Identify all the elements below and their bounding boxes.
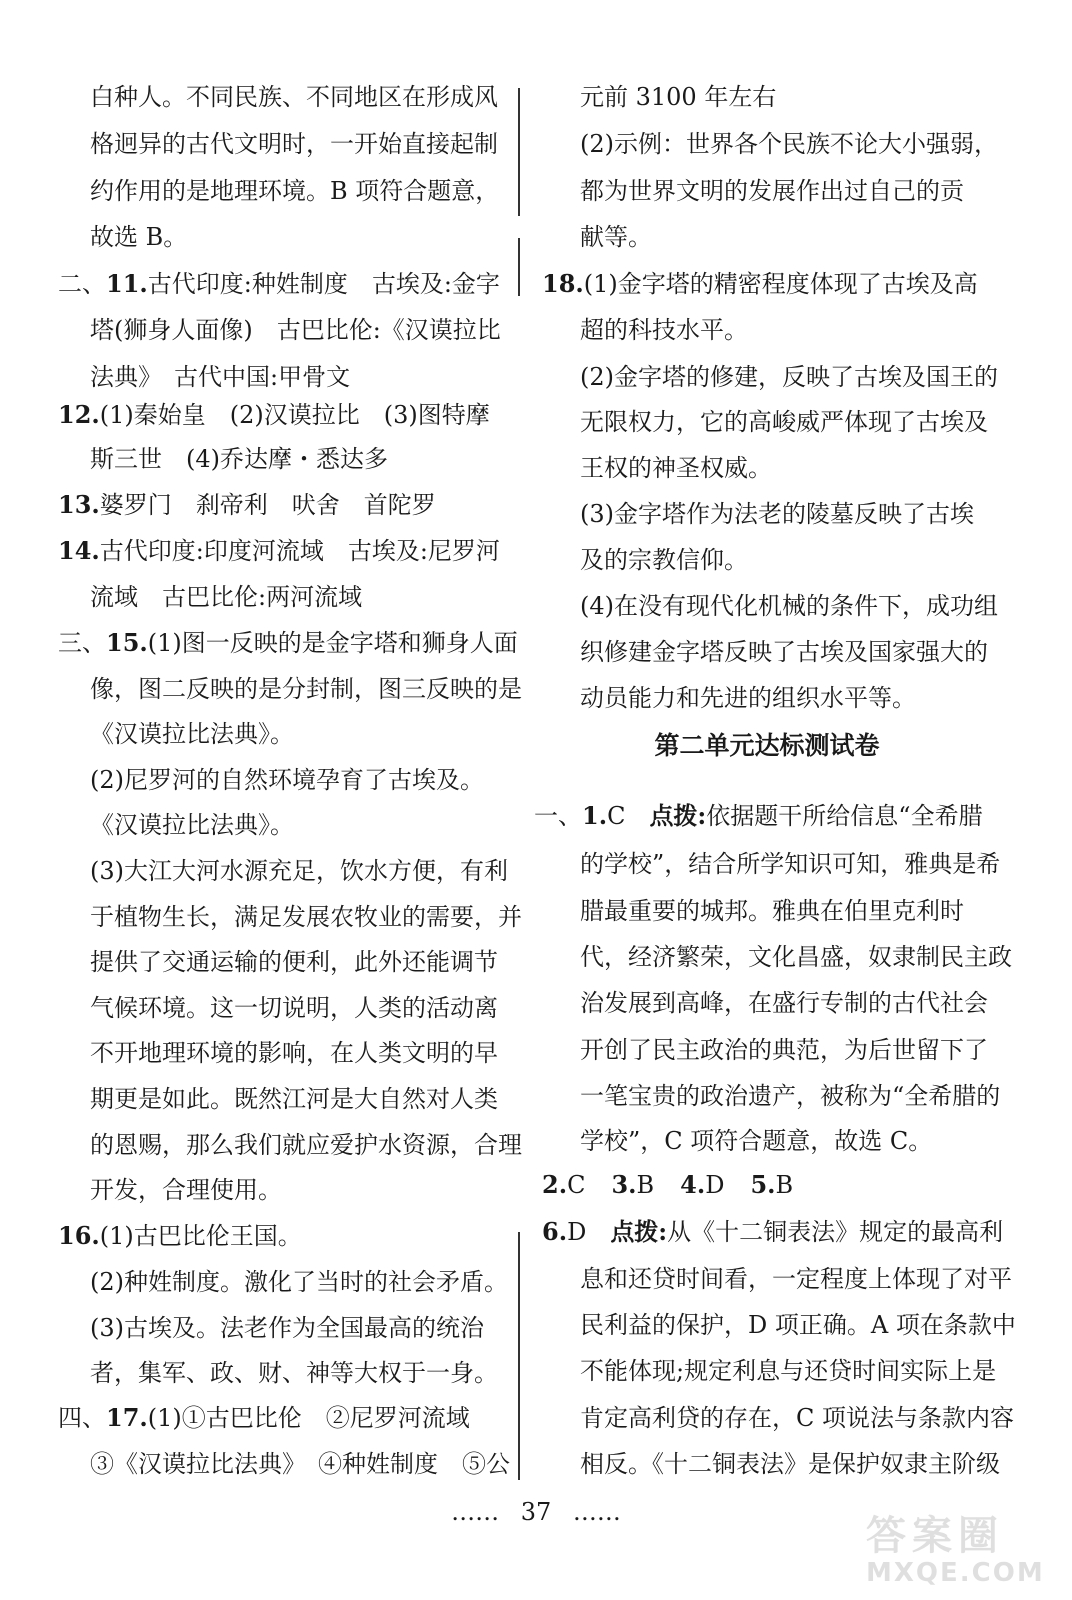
text-line bbox=[90, 854, 508, 888]
line-text: 像，图二反映的是分封制，图三反映的是 bbox=[90, 675, 522, 703]
watermark-logo bbox=[866, 1514, 1068, 1596]
line-text: 古代印度:种姓制度 古埃及:金字 bbox=[147, 270, 500, 298]
line-text: (3)大江大河水源充足，饮水方便，有利 bbox=[90, 857, 508, 885]
text-line bbox=[90, 1128, 522, 1162]
text-line bbox=[90, 991, 498, 1025]
line-text: 肯定高利贷的存在，C 项说法与条款内容 bbox=[580, 1404, 1014, 1432]
text-line bbox=[580, 451, 772, 485]
page-number: 37 bbox=[520, 1498, 552, 1526]
text-line bbox=[58, 626, 518, 660]
question-number: 2. bbox=[542, 1170, 568, 1199]
text-line bbox=[580, 1308, 1016, 1342]
question-number: 17. bbox=[106, 1403, 148, 1432]
text-line bbox=[58, 534, 500, 568]
answer-letter: B bbox=[775, 1171, 794, 1199]
text-line bbox=[580, 1447, 1000, 1481]
line-text: 依据题干所给信息“全希腊 bbox=[706, 802, 983, 830]
text-line bbox=[90, 1265, 508, 1299]
line-text: 格迥异的古代文明时，一开始直接起制 bbox=[90, 130, 498, 158]
text-line bbox=[90, 1173, 282, 1207]
question-number: 14. bbox=[58, 536, 100, 565]
text-line bbox=[542, 267, 978, 301]
text-line bbox=[58, 1219, 302, 1253]
line-text: 提供了交通运输的便利，此外还能调节 bbox=[90, 948, 498, 976]
line-text: 流域 古巴比伦:两河流域 bbox=[90, 583, 363, 611]
text-line bbox=[580, 1124, 932, 1158]
line-text: 气候环境。这一切说明，人类的活动离 bbox=[90, 994, 498, 1022]
section-prefix: 二、 bbox=[58, 270, 106, 298]
question-number: 13. bbox=[58, 490, 100, 519]
text-line bbox=[90, 1356, 498, 1390]
line-text: 期更是如此。既然江河是大自然对人类 bbox=[90, 1085, 498, 1113]
line-text: (1)古巴比伦王国。 bbox=[99, 1222, 302, 1250]
text-line bbox=[90, 313, 501, 347]
text-line bbox=[90, 900, 522, 934]
line-text: 元前 3100 年左右 bbox=[580, 83, 777, 111]
dots-right: …… bbox=[572, 1498, 621, 1526]
line-text: 都为世界文明的发展作出过自己的贡 bbox=[580, 177, 964, 205]
section-prefix: 四、 bbox=[58, 1404, 106, 1432]
line-text: ③《汉谟拉比法典》 ④种姓制度 ⑤公 bbox=[90, 1450, 510, 1478]
text-line bbox=[58, 398, 490, 432]
text-line bbox=[90, 360, 350, 394]
line-text: 织修建金字塔反映了古埃及国家强大的 bbox=[580, 638, 988, 666]
line-text: 古代印度:印度河流域 古埃及:尼罗河 bbox=[99, 537, 500, 565]
question-number: 15. bbox=[106, 628, 148, 657]
text-line bbox=[580, 635, 988, 669]
line-text: 王权的神圣权威。 bbox=[580, 454, 772, 482]
text-line bbox=[90, 763, 484, 797]
column-divider-bottom bbox=[518, 1232, 520, 1480]
answer-letter: D bbox=[705, 1171, 725, 1199]
line-text: 民利益的保护，D 项正确。A 项在条款中 bbox=[580, 1311, 1016, 1339]
line-text: 无限权力，它的高峻威严体现了古埃及 bbox=[580, 408, 988, 436]
line-text: (1)金字塔的精密程度体现了古埃及高 bbox=[583, 270, 978, 298]
text-line bbox=[580, 220, 652, 254]
line-text: (3)金字塔作为法老的陵墓反映了古埃 bbox=[580, 500, 974, 528]
watermark-line2: MXQE.COM bbox=[866, 1558, 1045, 1588]
line-text: 超的科技水平。 bbox=[580, 316, 748, 344]
answer-letter: C bbox=[607, 802, 626, 830]
text-line bbox=[90, 945, 498, 979]
answer-letter: D bbox=[567, 1218, 587, 1246]
line-text: 相反。《十二铜表法》是保护奴隶主阶级 bbox=[580, 1450, 1000, 1478]
text-line bbox=[580, 80, 776, 114]
text-line bbox=[90, 80, 498, 114]
text-line bbox=[580, 174, 964, 208]
text-line bbox=[90, 580, 362, 614]
line-text: 治发展到高峰，在盛行专制的古代社会 bbox=[580, 989, 988, 1017]
text-line bbox=[542, 1215, 1003, 1249]
text-line bbox=[580, 1401, 1014, 1435]
line-text: 的学校”，结合所学知识可知，雅典是希 bbox=[580, 850, 1001, 878]
text-line bbox=[580, 940, 1012, 974]
line-text: 腊最重要的城邦。雅典在伯里克利时 bbox=[580, 897, 964, 925]
text-line bbox=[58, 1401, 470, 1435]
question-number: 12. bbox=[58, 400, 100, 429]
question-number: 4. bbox=[680, 1170, 706, 1199]
text-line bbox=[580, 681, 916, 715]
line-text: 《汉谟拉比法典》。 bbox=[90, 811, 294, 839]
text-line bbox=[90, 1082, 498, 1116]
column-divider-middle bbox=[518, 238, 520, 296]
text-line bbox=[90, 1311, 484, 1345]
text-line bbox=[580, 360, 998, 394]
line-text: 一笔宝贵的政治遗产，被称为“全希腊的 bbox=[580, 1082, 1001, 1110]
text-line bbox=[90, 127, 498, 161]
line-text: 代，经济繁荣，文化昌盛，奴隶制民主政 bbox=[580, 943, 1012, 971]
dots-left: …… bbox=[451, 1498, 500, 1526]
text-line bbox=[580, 847, 1000, 881]
text-line bbox=[90, 220, 187, 254]
text-line bbox=[580, 543, 748, 577]
watermark-line1: 答案圈 bbox=[866, 1513, 1004, 1559]
line-text: 法典》 古代中国:甲骨文 bbox=[90, 363, 351, 391]
answer-letter: B bbox=[636, 1171, 655, 1199]
line-text: 学校”，C 项符合题意，故选 C。 bbox=[580, 1127, 933, 1155]
line-text: (2)金字塔的修建，反映了古埃及国王的 bbox=[580, 363, 998, 391]
line-text: 献等。 bbox=[580, 223, 652, 251]
text-line bbox=[580, 1354, 996, 1388]
line-text: (2)示例：世界各个民族不论大小强弱， bbox=[580, 130, 998, 158]
text-line bbox=[580, 313, 748, 347]
text-line bbox=[580, 1079, 1000, 1113]
question-number: 3. bbox=[611, 1170, 637, 1199]
text-line bbox=[90, 174, 499, 208]
question-number: 16. bbox=[58, 1221, 100, 1250]
section-prefix: 一、 bbox=[534, 802, 582, 830]
line-text: 息和还贷时间看，一定程度上体现了对平 bbox=[580, 1265, 1012, 1293]
tip-label: 点拨: bbox=[610, 1217, 668, 1246]
text-line bbox=[580, 986, 988, 1020]
text-line bbox=[542, 1168, 819, 1202]
line-text: (1)秦始皇 (2)汉谟拉比 (3)图特摩 bbox=[99, 401, 490, 429]
line-text: 故选 B。 bbox=[90, 223, 188, 251]
text-line bbox=[534, 799, 983, 833]
line-text: 于植物生长，满足发展农牧业的需要，并 bbox=[90, 903, 522, 931]
line-text: (4)在没有现代化机械的条件下，成功组 bbox=[580, 592, 998, 620]
line-text: 不开地理环境的影响，在人类文明的早 bbox=[90, 1039, 498, 1067]
line-text: (3)古埃及。法老作为全国最高的统治 bbox=[90, 1314, 484, 1342]
line-text: (1)①古巴比伦 ②尼罗河流域 bbox=[147, 1404, 470, 1432]
text-line bbox=[580, 405, 988, 439]
line-text: 开发，合理使用。 bbox=[90, 1176, 282, 1204]
section-prefix: 三、 bbox=[58, 629, 106, 657]
line-text: 动员能力和先进的组织水平等。 bbox=[580, 684, 916, 712]
text-line bbox=[90, 808, 294, 842]
text-line bbox=[90, 442, 388, 476]
line-text: 者，集军、政、财、神等大权于一身。 bbox=[90, 1359, 498, 1387]
line-text: 《汉谟拉比法典》。 bbox=[90, 720, 294, 748]
line-text: 开创了民主政治的典范，为后世留下了 bbox=[580, 1036, 988, 1064]
text-line bbox=[580, 1033, 988, 1067]
line-text: (2)尼罗河的自然环境孕育了古埃及。 bbox=[90, 766, 484, 794]
text-line bbox=[58, 488, 436, 522]
question-number: 5. bbox=[750, 1170, 776, 1199]
column-divider-top bbox=[518, 88, 520, 216]
text-line bbox=[90, 1036, 498, 1070]
line-text: 白种人。不同民族、不同地区在形成风 bbox=[90, 83, 498, 111]
text-line bbox=[580, 589, 998, 623]
line-text: (2)种姓制度。激化了当时的社会矛盾。 bbox=[90, 1268, 508, 1296]
line-text: 及的宗教信仰。 bbox=[580, 546, 748, 574]
tip-label: 点拨: bbox=[649, 801, 707, 830]
text-line bbox=[580, 894, 964, 928]
question-number: 1. bbox=[582, 801, 608, 830]
line-text: 婆罗门 刹帝利 吠舍 首陀罗 bbox=[99, 491, 436, 519]
text-line bbox=[90, 672, 522, 706]
text-line bbox=[580, 497, 974, 531]
question-number: 18. bbox=[542, 269, 584, 298]
question-number: 6. bbox=[542, 1217, 568, 1246]
section-title: 第二单元达标测试卷 bbox=[654, 731, 880, 760]
question-number: 11. bbox=[106, 269, 148, 298]
line-text: 塔(狮身人面像) 古巴比伦:《汉谟拉比 bbox=[90, 316, 501, 344]
line-text: 从《十二铜表法》规定的最高利 bbox=[667, 1218, 1004, 1246]
line-text: 的恩赐，那么我们就应爱护水资源，合理 bbox=[90, 1131, 522, 1159]
answer-letter: C bbox=[567, 1171, 586, 1199]
line-text: 约作用的是地理环境。B 项符合题意， bbox=[90, 177, 500, 205]
text-line bbox=[90, 1447, 510, 1481]
text-line bbox=[58, 267, 500, 301]
line-text: 不能体现;规定利息与还贷时间实际上是 bbox=[580, 1357, 997, 1385]
text-line bbox=[580, 1262, 1012, 1296]
text-line bbox=[580, 127, 998, 161]
text-line bbox=[90, 717, 294, 751]
line-text: (1)图一反映的是金字塔和狮身人面 bbox=[147, 629, 518, 657]
line-text: 斯三世 (4)乔达摩・悉达多 bbox=[90, 445, 388, 473]
